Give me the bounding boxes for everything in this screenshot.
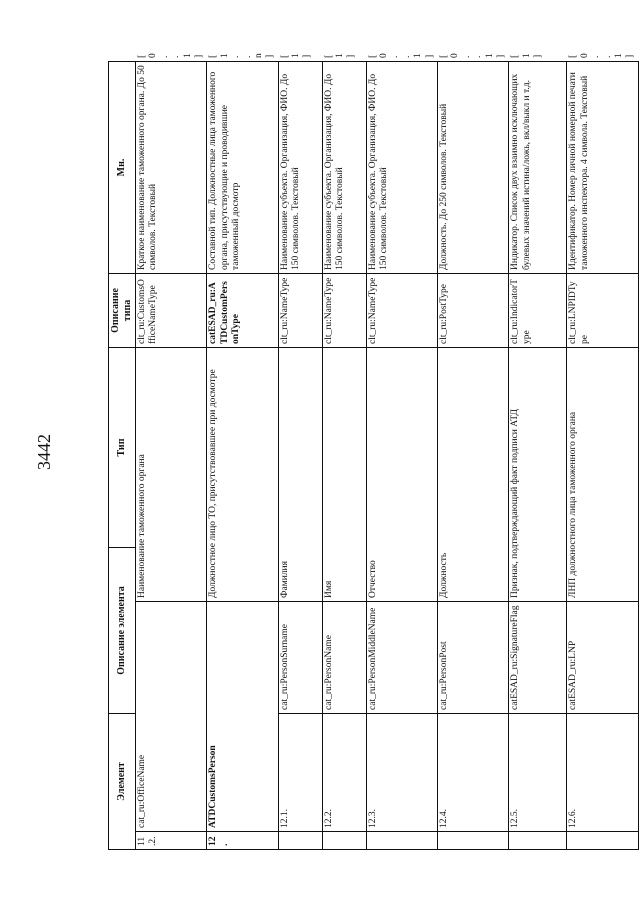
row-element-name: cat_ru:PersonMiddleName — [366, 602, 437, 714]
document-table-rotated — [108, 53, 636, 850]
table-body — [136, 53, 639, 850]
table-row: 12.4. cat_ru:PersonPost Должность clt_ru:PostType Должность. До 250 символов. Текстовый [0..1] — [438, 62, 509, 850]
table-row: 12.3. cat_ru:PersonMiddleName Отчество clt_ru:NameType Наименование субъекта. Организация, ФИО. До 150 символов. Текстовый [0..1] — [366, 62, 437, 850]
row-number: 11.2. — [136, 832, 207, 850]
row-type: clt_ru:IndicatorType — [509, 274, 567, 348]
table-row: 12.6. catESAD_ru:LNP ЛНП должностного лица таможенного органа clt_ru:LNPIDType Идентификатор. Номер личной номерной печати таможенного инспектора. 4 символа. Текстовый [0..1] — [567, 62, 638, 850]
row-number — [278, 832, 322, 850]
row-subnumber: 12.5. — [509, 714, 567, 832]
row-subnumber: 12.3. — [366, 714, 437, 832]
row-type-description: Должность. До 250 символов. Текстовый — [438, 62, 509, 274]
page-number: 3442 — [34, 434, 54, 470]
header-type-description: Описание типа — [109, 274, 136, 348]
row-element-description: Фамилия — [278, 348, 322, 602]
table-row: 12.5. catESAD_ru:SignatureFlag Признак, подтверждающий факт подписи АТД clt_ru:IndicatorType Индикатор. Список двух взаимно исключающих булевых значений истина/ложь, вкл/выкл и т.д. [1] — [509, 62, 567, 850]
header-multiplicity: Мн. — [109, 62, 136, 274]
row-type-description: Наименование субъекта. Организация, ФИО. До 150 символов. Текстовый — [322, 62, 366, 274]
row-number — [509, 832, 567, 850]
row-element-description: ЛНП должностного лица таможенного органа — [567, 348, 638, 602]
row-type-description: Идентификатор. Номер личной номерной печати таможенного инспектора. 4 символа. Текстовый — [567, 62, 638, 274]
header-type: Тип — [109, 348, 136, 548]
table-row: 12.1. cat_ru:PersonSurname Фамилия clt_ru:NameType Наименование субъекта. Организация, ФИО. До 150 символов. Текстовый [1] — [278, 62, 322, 850]
row-element-description: Признак, подтверждающий факт подписи АТД — [509, 348, 567, 602]
row-element-name: cat_ru:PersonSurname — [278, 602, 322, 714]
row-number: 12. — [207, 832, 278, 850]
row-type: clt_ru:CustomsOfficeNameType — [136, 274, 207, 348]
row-type: clt_ru:LNPIDType — [567, 274, 638, 348]
row-element-name: catESAD_ru:LNP — [567, 602, 638, 714]
table-row: 12.2. cat_ru:PersonName Имя clt_ru:NameType Наименование субъекта. Организация, ФИО. До 150 символов. Текстовый [1] — [322, 62, 366, 850]
header-element-description: Описание элемента — [109, 548, 136, 714]
row-element: cat_ru:OfficeName — [136, 602, 207, 832]
row-type: clt_ru:PostType — [438, 274, 509, 348]
header-element: Элемент — [109, 714, 136, 850]
row-number — [322, 832, 366, 850]
row-element-description: Отчество — [366, 348, 437, 602]
row-element-description: Имя — [322, 348, 366, 602]
row-type-description: Составной тип. Должностные лица таможенного органа, присутствующие и проводившие таможенный досмотр — [207, 62, 278, 274]
row-type: clt_ru:NameType — [278, 274, 322, 348]
row-subnumber: 12.2. — [322, 714, 366, 832]
row-subnumber: 12.4. — [438, 714, 509, 832]
row-subnumber: 12.6. — [567, 714, 638, 832]
row-subnumber: 12.1. — [278, 714, 322, 832]
row-element-description: Наименование таможенного органа — [136, 348, 207, 602]
row-type: clt_ru:NameType — [366, 274, 437, 348]
row-type-description: Наименование субъекта. Организация, ФИО. До 150 символов. Текстовый — [366, 62, 437, 274]
row-type: catESAD_ru:ATDCustomPersonType — [207, 274, 278, 348]
row-number — [366, 832, 437, 850]
row-number — [567, 832, 638, 850]
row-element-name: cat_ru:PersonName — [322, 602, 366, 714]
row-number — [438, 832, 509, 850]
row-element-description: Должностное лицо ТО, присутствовавшее при досмотре — [207, 348, 278, 602]
row-type-description: Краткое наименование таможенного органа. До 50 символов. Текстовый — [136, 62, 207, 274]
table-row: 11.2. cat_ru:OfficeName Наименование таможенного органа clt_ru:CustomsOfficeNameType Краткое наименование таможенного органа. До 50 символов. Текстовый [0..1] — [136, 62, 207, 850]
row-type-description: Наименование субъекта. Организация, ФИО. До 150 символов. Текстовый — [278, 62, 322, 274]
elements-table — [108, 53, 639, 850]
table-header-row — [109, 62, 136, 850]
row-element-description: Должность — [438, 348, 509, 602]
table-row: 12. ATDCustomsPerson Должностное лицо ТО, присутствовавшее при досмотре catESAD_ru:ATDCustomPersonType Составной тип. Должностные лица таможенного органа, присутствующие и проводившие таможенный досмотр [1..n] — [207, 62, 278, 850]
row-element-name: catESAD_ru:SignatureFlag — [509, 602, 567, 714]
row-element: ATDCustomsPerson — [207, 602, 278, 832]
row-element-name: cat_ru:PersonPost — [438, 602, 509, 714]
row-type-description: Индикатор. Список двух взаимно исключающих булевых значений истина/ложь, вкл/выкл и т.д. — [509, 62, 567, 274]
row-type: clt_ru:NameType — [322, 274, 366, 348]
